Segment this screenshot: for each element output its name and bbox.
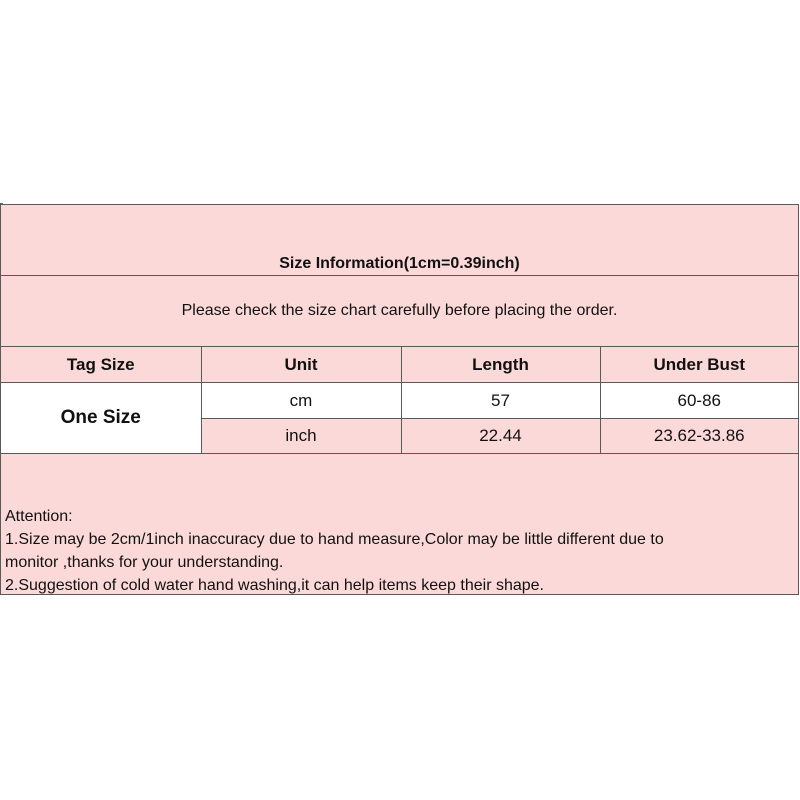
under-bust-cell: 60-86 [600, 383, 798, 419]
size-table [1, 347, 798, 454]
attention-heading: Attention: [5, 508, 73, 525]
header-under-bust: Under Bust [600, 347, 798, 383]
length-cell: 22.44 [401, 419, 600, 454]
attention-line-1: 1.Size may be 2cm/1inch inaccuracy due to hand measure,Color may be little different due to [5, 531, 664, 548]
size-chart-sheet [0, 204, 799, 595]
title-row [1, 205, 798, 276]
size-notice: Please check the size chart carefully before placing the order. [181, 302, 618, 319]
header-tag-size: Tag Size [1, 347, 201, 383]
table-row [1, 383, 798, 419]
attention-notes [5, 505, 795, 597]
size-information-title: Size Information(1cm=0.39inch) [279, 255, 520, 272]
attention-line-3: 2.Suggestion of cold water hand washing,it can help items keep their shape. [5, 577, 544, 594]
header-unit: Unit [201, 347, 401, 383]
attention-line-2: monitor ,thanks for your understanding. [5, 554, 284, 571]
length-cell: 57 [401, 383, 600, 419]
under-bust-cell: 23.62-33.86 [600, 419, 798, 454]
tag-size-cell: One Size [1, 383, 201, 454]
unit-cell: inch [201, 419, 401, 454]
table-header-row [1, 347, 798, 383]
notice-row [1, 276, 798, 347]
header-length: Length [401, 347, 600, 383]
unit-cell: cm [201, 383, 401, 419]
